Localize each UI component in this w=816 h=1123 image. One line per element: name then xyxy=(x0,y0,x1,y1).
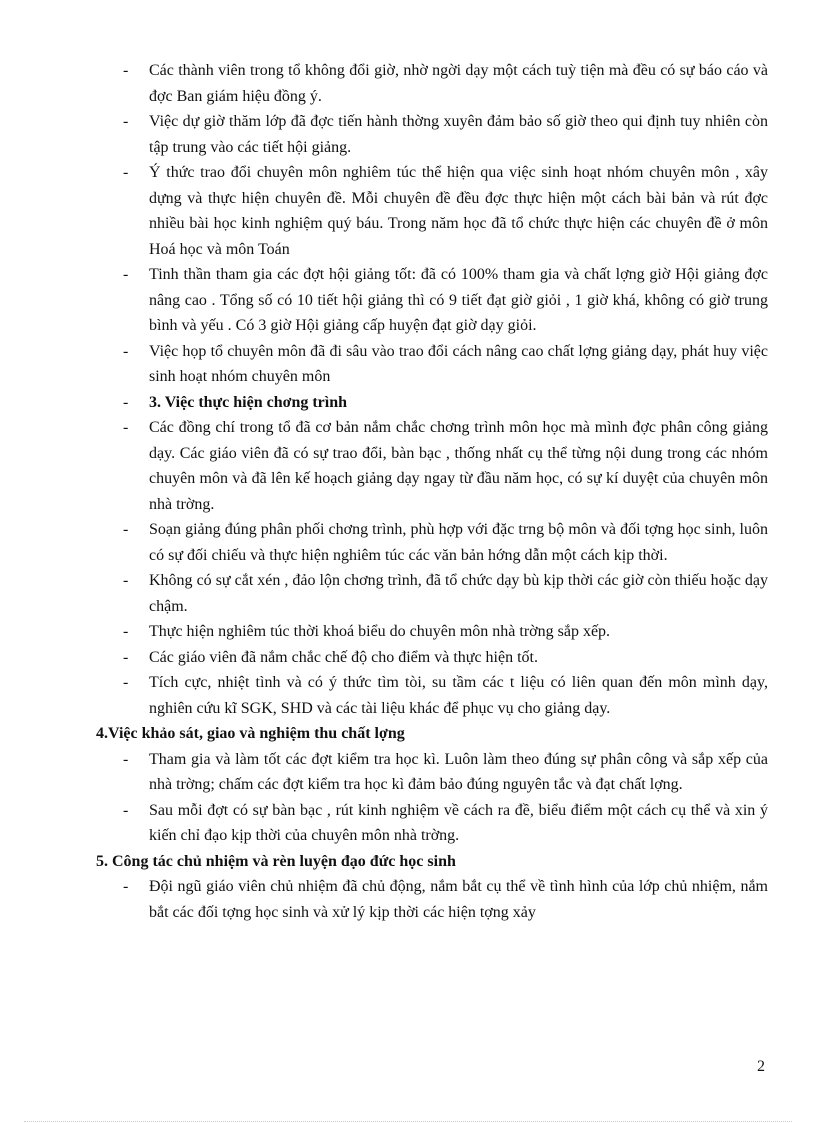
bullet-dash: - xyxy=(123,164,129,181)
item-text: Việc họp tổ chuyên môn đã đi sâu vào trao đổi cách nâng cao chất lợng giảng dạy, phát huy việc sinh hoạt nhóm chuyên môn xyxy=(149,342,768,385)
bullet-dash: - xyxy=(123,393,129,411)
list-item xyxy=(96,517,768,568)
list-item xyxy=(96,58,768,109)
section-heading: 5. Công tác chủ nhiệm và rèn luyện đạo đức học sinh xyxy=(96,852,456,870)
bullet-dash: - xyxy=(123,674,129,691)
list-item xyxy=(96,339,768,390)
item-text: Việc dự giờ thăm lớp đã đợc tiến hành thờng xuyên đảm bảo số giờ theo qui định tuy nhiên còn tập trung vào các tiết hội giảng. xyxy=(149,113,768,156)
bullet-dash: - xyxy=(123,801,129,819)
item-text: Không có sự cắt xén , đảo lộn chơng trình, đã tổ chức dạy bù kịp thời các giờ còn thiếu hoặc dạy chậm. xyxy=(149,572,768,615)
bullet-dash: - xyxy=(123,878,129,895)
item-text: Tích cực, nhiệt tình và có ý thức tìm tòi, su tầm các t liệu có liên quan đến môn mình dạy, nghiên cứu kĩ SGK, SHD và các tài liệu khác để phục vụ cho giảng dạy. xyxy=(149,674,768,717)
section-heading: 4.Việc khảo sát, giao và nghiệm thu chất lợng xyxy=(96,725,405,742)
bullet-dash: - xyxy=(123,750,129,768)
page-number: 2 xyxy=(757,1058,765,1075)
item-text: Thực hiện nghiêm túc thời khoá biểu do chuyên môn nhà trờng sắp xếp. xyxy=(149,623,611,640)
list-item xyxy=(96,568,768,619)
item-text: Soạn giảng đúng phân phối chơng trình, phù hợp với đặc trng bộ môn và đối tợng học sinh, luôn có sự đối chiếu và thực hiện nghiêm túc các văn bản hớng dẫn một cách kịp thời. xyxy=(149,521,768,564)
item-text: Sau mỗi đợt có sự bàn bạc , rút kinh nghiệm về cách ra đề, biểu điểm một cách cụ thể và xin ý kiến chỉ đạo kịp thời của chuyên môn nhà trờng. xyxy=(149,801,768,844)
item-text: Đội ngũ giáo viên chủ nhiệm đã chủ động, nắm bắt cụ thể về tình hình của lớp chủ nhiệm, nắm bắt các đối tợng học sinh và xử lý kịp thời các hiện tợng xảy xyxy=(149,878,768,921)
list-item xyxy=(96,798,768,849)
bullet-dash: - xyxy=(123,623,129,640)
item-text: Các đồng chí trong tổ đã cơ bản nắm chắc chơng trình môn học mà mình đợc phân công giảng dạy. Các giáo viên đã có sự trao đổi, bàn bạc , thống nhất cụ thể từng nội dung trong các nhóm chuyên môn và đã lên kế hoạch giảng dạy ngay từ đầu năm học, có sự kí duyệt của chuyên môn nhà trờng. xyxy=(149,419,768,513)
item-text: Các thành viên trong tổ không đổi giờ, nhờ ngời dạy một cách tuỳ tiện mà đều có sự báo cáo và đợc Ban giám hiệu đồng ý. xyxy=(149,62,768,105)
list-item xyxy=(96,262,768,339)
item-text: Tinh thần tham gia các đợt hội giảng tốt: đã có 100% tham gia và chất lợng giờ Hội giảng đợc nâng cao . Tổng số có 10 tiết hội giảng thì có 9 tiết đạt giờ giỏi , 1 giờ khá, không có giờ trung bình và yếu . Có 3 giờ Hội giảng cấp huyện đạt giờ dạy giỏi. xyxy=(149,266,768,334)
item-text: Ý thức trao đổi chuyên môn nghiêm túc thể hiện qua việc sinh hoạt nhóm chuyên môn , xây dựng và thực hiện chuyên đề. Mỗi chuyên đề đều đợc thực hiện một cách bài bản và rút đợc nhiều bài học kinh nghiệm quý báu. Trong năm học đã tổ chức thực hiện các chuyên đề ở môn Hoá học và môn Toán xyxy=(149,164,768,258)
page-body xyxy=(96,58,768,925)
bullet-dash: - xyxy=(123,62,129,79)
bullet-dash: - xyxy=(123,113,129,130)
item-text: Tham gia và làm tốt các đợt kiểm tra học kì. Luôn làm theo đúng sự phân công và sắp xếp của nhà trờng; chấm các đợt kiểm tra học kì đảm bảo đúng nguyên tắc và đạt chất lợng. xyxy=(149,750,768,793)
list-item xyxy=(96,415,768,517)
list-item xyxy=(96,160,768,262)
bullet-dash: - xyxy=(123,572,129,589)
list-item xyxy=(96,670,768,721)
bullet-dash: - xyxy=(123,521,129,538)
list-item xyxy=(96,874,768,925)
list-item xyxy=(96,619,768,645)
bullet-dash: - xyxy=(123,342,129,360)
list-item xyxy=(96,645,768,671)
list-item xyxy=(96,747,768,798)
item-text: Các giáo viên đã nắm chắc chế độ cho điểm và thực hiện tốt. xyxy=(149,648,538,666)
bullet-dash: - xyxy=(123,648,129,666)
page-bottom-divider xyxy=(24,1121,792,1122)
subsection-heading xyxy=(96,390,768,416)
list-item xyxy=(96,109,768,160)
bullet-dash: - xyxy=(123,419,129,436)
subsection-heading-text: 3. Việc thực hiện chơng trình xyxy=(149,393,348,411)
bullet-dash: - xyxy=(123,266,129,283)
